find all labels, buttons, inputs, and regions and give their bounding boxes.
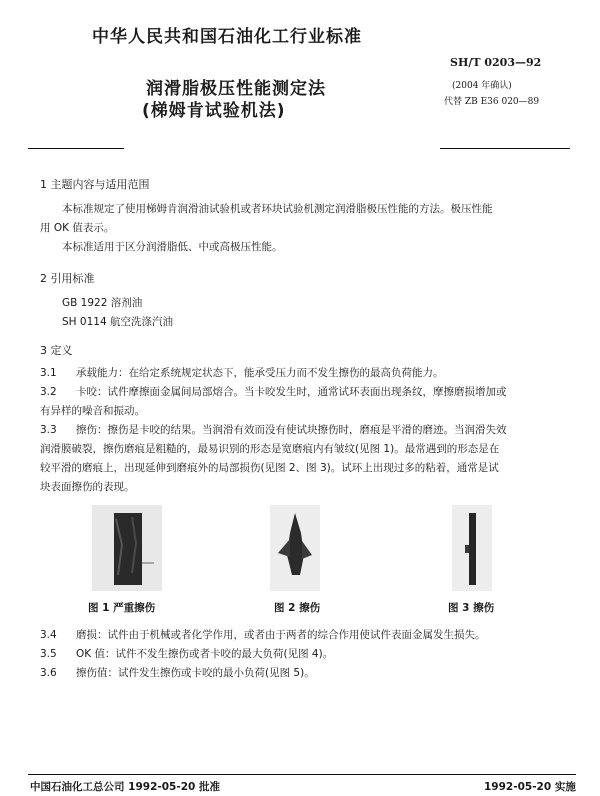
figure-1-caption: 图 1 严重擦伤 (88, 602, 156, 614)
section-2-heading: 2 引用标准 (40, 272, 95, 285)
def-3-6-text: 擦伤值：试件发生擦伤或卡咬的最小负荷(见图 5)。 (76, 667, 315, 679)
def-3-4-number: 3.4 (40, 629, 57, 641)
header-org: 中华人民共和国石油化工行业标准 (92, 27, 362, 47)
section-1-paragraph-1b: 用 OK 值表示。 (40, 222, 115, 234)
document-title: 润滑脂极压性能测定法 (146, 79, 326, 99)
footer-effective-date: 1992-05-20 实施 (484, 781, 576, 793)
def-3-4-text: 磨损：试件由于机械或者化学作用，或者由于两者的综合作用使试件表面金属发生损失。 (76, 629, 486, 641)
def-3-3-number: 3.3 (40, 424, 57, 436)
standard-number: SH/T 0203—92 (450, 56, 542, 69)
figure-1-image (92, 505, 162, 591)
section-1-paragraph-2: 本标准适用于区分润滑脂低、中或高极压性能。 (62, 241, 283, 253)
document-subtitle: (梯姆肯试验机法) (142, 101, 286, 121)
section-3-heading: 3 定义 (40, 344, 73, 357)
confirmation-note: (2004 年确认) (452, 81, 512, 91)
footer-rule (28, 774, 576, 775)
def-3-2-number: 3.2 (40, 386, 57, 398)
def-3-3-text-d: 块表面擦伤的表现。 (40, 481, 135, 493)
reference-gb1922: GB 1922 溶剂油 (62, 297, 143, 309)
def-3-2-text-b: 有异样的噪音和振动。 (40, 405, 145, 417)
def-3-1-number: 3.1 (40, 367, 57, 379)
replaces-note: 代替 ZB E36 020—89 (444, 97, 540, 107)
figure-2-caption: 图 2 擦伤 (274, 602, 321, 614)
def-3-5-text: OK 值：试件不发生擦伤或者卡咬的最大负荷(见图 4)。 (76, 648, 334, 660)
header-rule-left (28, 148, 124, 149)
header-rule-right (440, 148, 570, 149)
def-3-3-text-a: 擦伤：擦伤是卡咬的结果。当润滑有效而没有使试块擦伤时，磨痕是平滑的磨迹。当润滑失效 (76, 424, 507, 436)
section-1-paragraph-1a: 本标准规定了使用梯姆肯润滑油试验机或者环块试验机测定润滑脂极压性能的方法。极压性能 (62, 203, 493, 215)
figure-2-image (270, 505, 320, 591)
def-3-3-text-c: 较平滑的磨痕上，出现延伸到磨痕外的局部损伤(见图 2、图 3)。试环上出现过多的粘着，通常是试 (40, 462, 499, 474)
def-3-2-text-a: 卡咬：试件摩擦面金属间局部熔合。当卡咬发生时，通常试环表面出现条纹，摩擦磨损增加或 (76, 386, 507, 398)
def-3-5-number: 3.5 (40, 648, 57, 660)
figure-3-image (452, 505, 492, 591)
reference-sh0114: SH 0114 航空洗涤汽油 (62, 316, 173, 328)
def-3-1-text: 承载能力：在给定系统规定状态下，能承受压力而不发生擦伤的最高负荷能力。 (76, 367, 444, 379)
figure-3-caption: 图 3 擦伤 (448, 602, 495, 614)
def-3-3-text-b: 润滑膜破裂，擦伤磨痕是粗糙的，最易识别的形态是宽磨痕内有皱纹(见图 1)。最常遇到的形态是在 (40, 443, 500, 455)
section-1-heading: 1 主题内容与适用范围 (40, 178, 150, 191)
def-3-6-number: 3.6 (40, 667, 57, 679)
footer-issuer: 中国石油化工总公司 1992-05-20 批准 (30, 781, 220, 793)
